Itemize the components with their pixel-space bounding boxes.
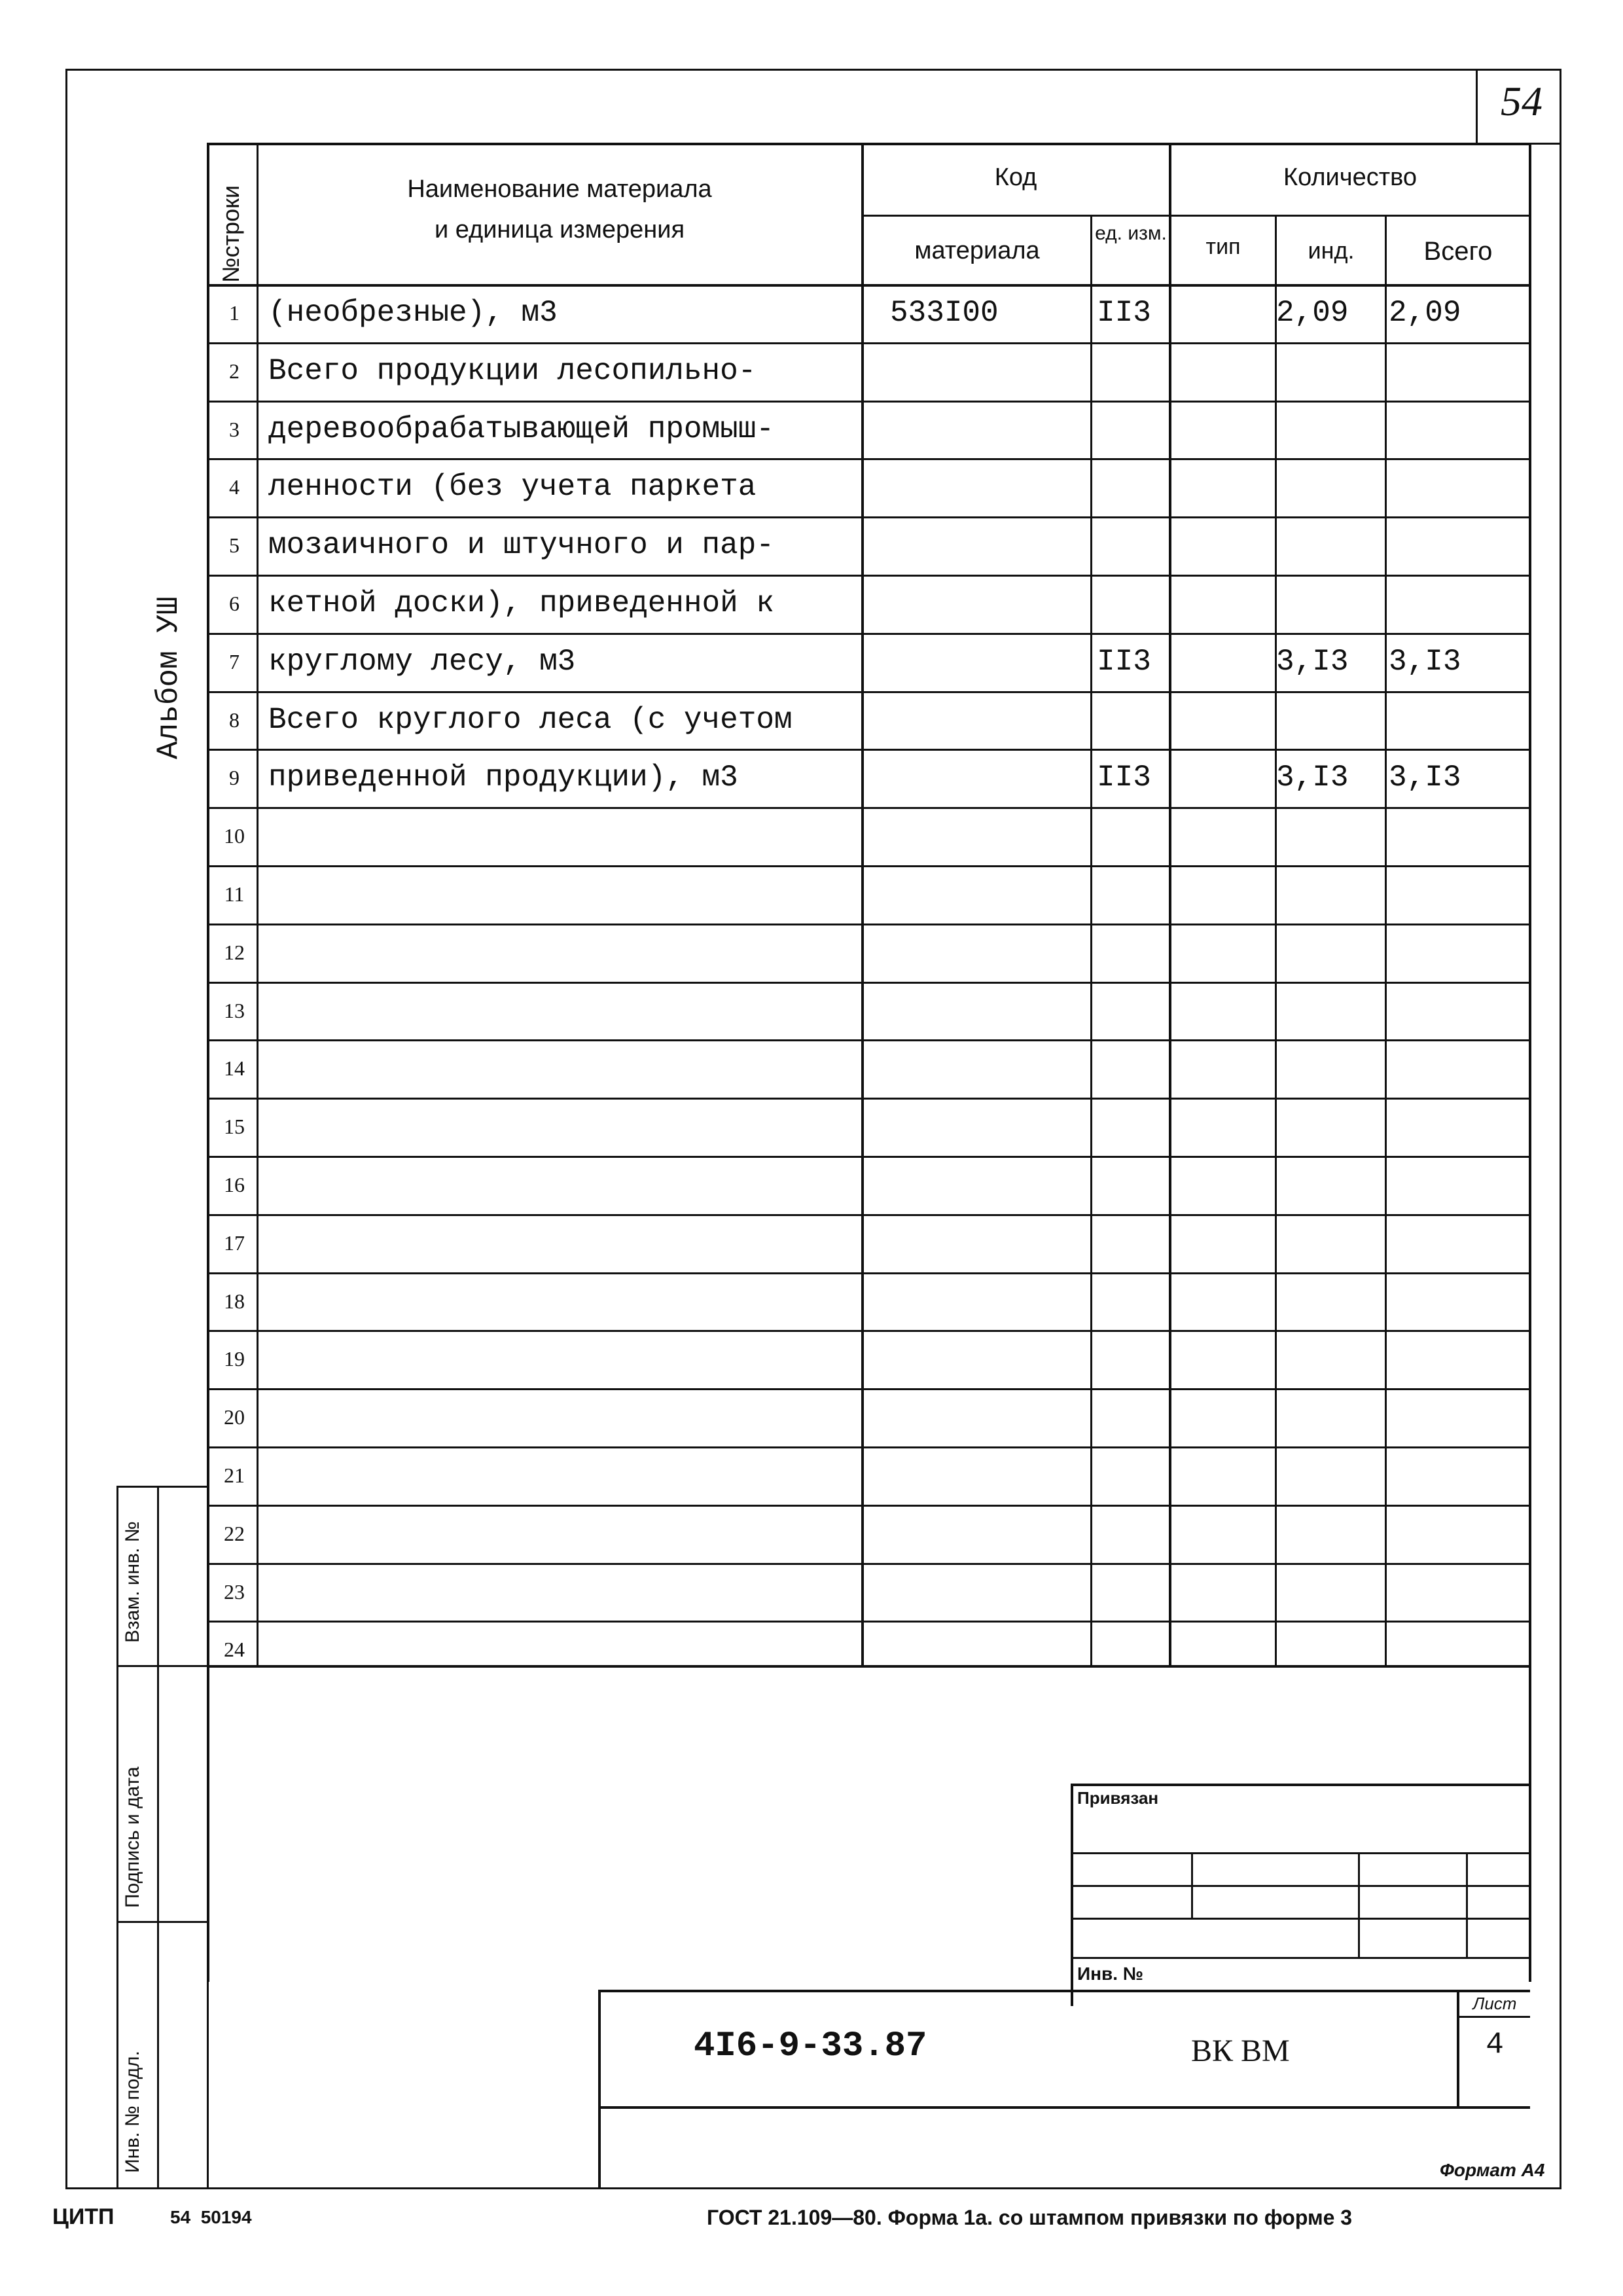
total-qty-cell: 2,09: [1389, 296, 1461, 330]
row-number: 8: [229, 708, 240, 732]
row-separator: [207, 1330, 1530, 1332]
row-separator: [207, 807, 1530, 809]
material-name-cell: (необрезные), м3: [268, 296, 558, 330]
document-designation: 4I6-9-33.87: [694, 2026, 927, 2066]
row-separator: [207, 1446, 1530, 1448]
material-name-cell: деревообрабатывающей промыш-: [268, 412, 774, 446]
row-number: 16: [224, 1173, 245, 1196]
ind-qty-cell: 3,I3: [1276, 761, 1349, 795]
qty-group-header: Количество: [1283, 164, 1418, 191]
row-separator: [207, 575, 1530, 577]
total-header: Всего: [1423, 237, 1493, 266]
podpis-data-label: Подпись и дата: [122, 1767, 143, 1908]
format-label: Формат А4: [1440, 2160, 1545, 2180]
unit-code-cell: II3: [1097, 296, 1151, 330]
code-group-header: Код: [994, 164, 1037, 191]
row-separator: [207, 633, 1530, 635]
row-number: 18: [224, 1289, 245, 1313]
name-header-line2: и единица измерения: [434, 216, 685, 243]
row-number: 7: [229, 650, 240, 673]
row-number: 3: [229, 418, 240, 441]
row-number: 9: [229, 766, 240, 789]
row-separator: [207, 1039, 1530, 1041]
sheet-label: Лист: [1472, 1994, 1517, 2013]
row-separator: [207, 1563, 1530, 1565]
row-separator: [207, 1621, 1530, 1623]
material-name-cell: ленности (без учета паркета: [268, 470, 757, 504]
section-code: ВК ВМ: [1191, 2034, 1290, 2068]
row-number: 10: [224, 824, 245, 848]
row-separator: [207, 458, 1530, 460]
row-number: 11: [224, 882, 245, 906]
vzam-inv-label: Взам. инв. №: [122, 1521, 143, 1643]
unit-code-cell: II3: [1097, 761, 1151, 795]
material-name-cell: мозаичного и штучного и пар-: [268, 528, 774, 562]
row-number: 17: [224, 1231, 245, 1255]
material-name-cell: круглому лесу, м3: [268, 645, 576, 679]
ind-header: инд.: [1308, 237, 1355, 264]
name-header-line1: Наименование материала: [407, 175, 712, 203]
total-qty-cell: 3,I3: [1389, 761, 1461, 795]
row-number: 20: [224, 1405, 245, 1429]
privyazan-label: Привязан: [1077, 1788, 1159, 1808]
row-separator: [207, 401, 1530, 403]
row-separator: [207, 1098, 1530, 1100]
ind-qty-cell: 3,I3: [1276, 645, 1349, 679]
row-number: 15: [224, 1115, 245, 1138]
row-number: 22: [224, 1522, 245, 1545]
type-header: тип: [1205, 234, 1241, 259]
order-number: 54 50194: [170, 2207, 252, 2227]
row-number: 19: [224, 1347, 245, 1371]
row-separator: [207, 1272, 1530, 1274]
row-separator: [207, 924, 1530, 925]
row-separator: [207, 865, 1530, 867]
row-number: 23: [224, 1580, 245, 1604]
material-code-cell: 533I00: [890, 296, 999, 330]
row-separator: [207, 1505, 1530, 1507]
publisher: ЦИТП: [52, 2204, 115, 2229]
row-separator: [207, 1388, 1530, 1390]
material-name-cell: Всего продукции лесопильно-: [268, 354, 757, 388]
row-number: 14: [224, 1056, 245, 1080]
row-number: 4: [229, 475, 240, 499]
total-qty-cell: 3,I3: [1389, 645, 1461, 679]
row-separator: [207, 691, 1530, 693]
album-label: Альбом УШ: [152, 596, 186, 759]
row-number: 6: [229, 592, 240, 615]
material-name-cell: Всего круглого леса (с учетом: [268, 703, 793, 737]
row-number-header: №строки: [217, 185, 244, 283]
row-separator: [207, 516, 1530, 518]
row-separator: [207, 342, 1530, 344]
row-number: 21: [224, 1463, 245, 1487]
material-name-cell: кетной доски), приведенной к: [268, 586, 774, 620]
row-separator: [207, 1156, 1530, 1158]
ind-qty-cell: 2,09: [1276, 296, 1349, 330]
sheet-number-handwritten: 54: [1501, 78, 1543, 124]
unit-code-cell: II3: [1097, 645, 1151, 679]
inv-podl-label: Инв. № подл.: [122, 2051, 143, 2173]
gost-reference: ГОСТ 21.109—80. Форма 1а. со штампом привязки по форме 3: [707, 2206, 1353, 2229]
row-number: 12: [224, 941, 245, 964]
row-number: 2: [229, 359, 240, 383]
material-code-header: материала: [914, 237, 1040, 264]
row-number: 1: [229, 301, 240, 325]
row-separator: [207, 1214, 1530, 1216]
row-number: 5: [229, 533, 240, 557]
row-number: 24: [224, 1638, 245, 1661]
row-number: 13: [224, 999, 245, 1022]
unit-header: ед. изм.: [1095, 223, 1167, 244]
inv-no-label: Инв. №: [1077, 1964, 1144, 1984]
sheet-value: 4: [1486, 2028, 1504, 2062]
material-name-cell: приведенной продукции), м3: [268, 761, 738, 795]
row-separator: [207, 749, 1530, 751]
row-separator: [207, 982, 1530, 984]
